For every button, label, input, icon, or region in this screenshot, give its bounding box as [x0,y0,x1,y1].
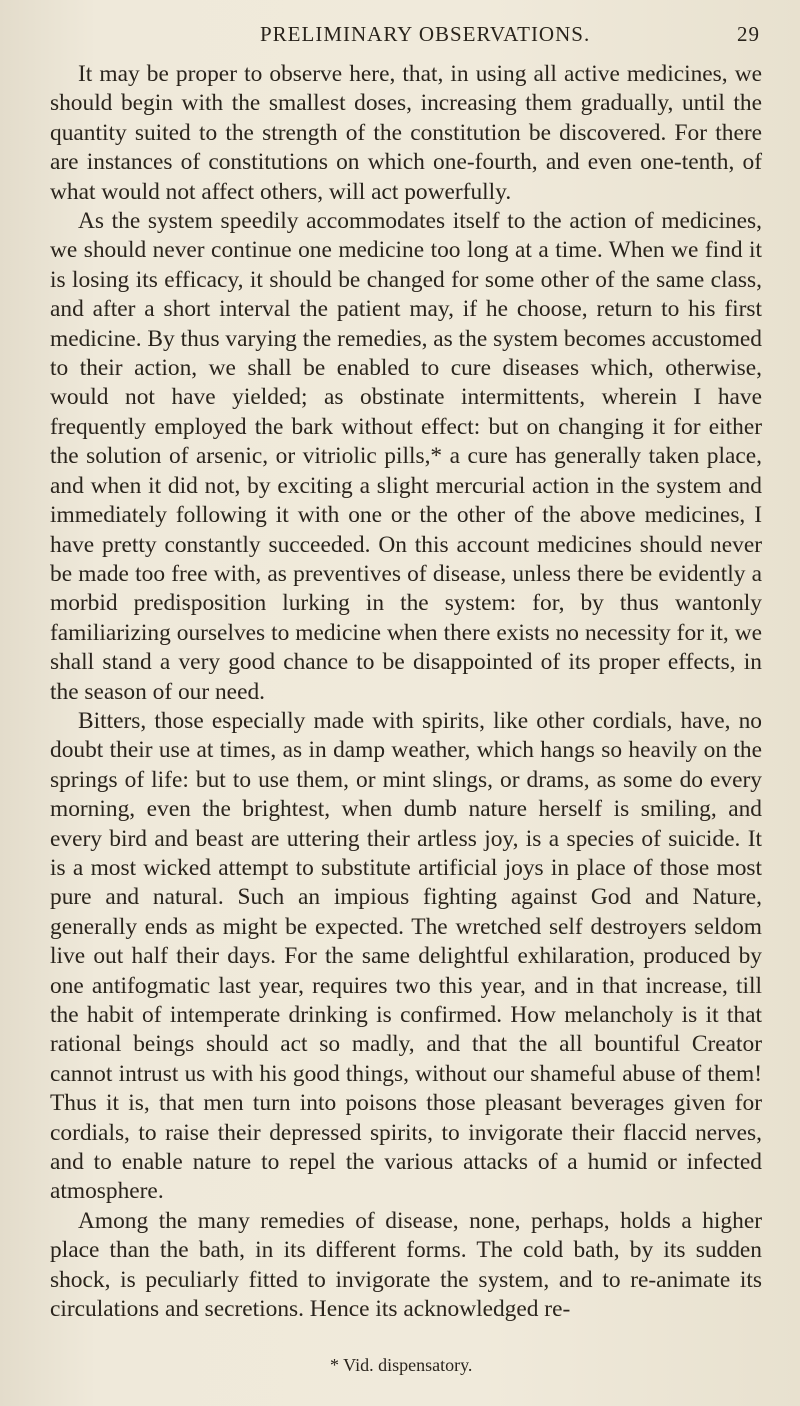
running-head: PRELIMINARY OBSERVATIONS. [260,22,591,46]
paragraph: It may be proper to observe here, that, in using all active medicines, we should begin with the smallest doses, increasing them gradually, until the quantity suited to the strength of the constitution be discovered. For there are instances of constitutions on which one-fourth, and even one-tenth, of what would not affect others, will act powerfully. [50,61,762,205]
paragraph: Among the many remedies of disease, none, perhaps, holds a higher place than the bath, in its different forms. The cold bath, by its sudden shock, is peculiarly fitted to invigorate the system, and to re-animate its circulations and secretions. Hence its acknowledged re- [50,1207,762,1323]
body-text [50,60,762,1324]
page-number: 29 [737,22,760,46]
footnote: * Vid. dispensatory. [330,1355,473,1375]
paragraph: As the system speedily accommodates itself to the action of medicines, we should never continue one medicine too long at a time. When we find it is losing its efficacy, it should be changed for some other of the same class, and after a short interval the patient may, if he choose, return to his first medicine. By thus varying the remedies, as the system becomes accustomed to their action, we shall be enabled to cure diseases which, otherwise, would not have yielded; as obstinate intermittents, wherein I have frequently employed the bark without effect: but on changing it for either the solution of arsenic, or vitriolic pills,* a cure has generally taken place, and when it did not, by exciting a slight mercurial action in the system and immediately following it with one or the other of the above medicines, I have pretty constantly succeeded. On this account medicines should never be made too free with, as preventives of disease, unless there be evidently a morbid predisposition lurking in the system: for, by thus wantonly familiarizing ourselves to medicine when there exists no necessity for it, we shall stand a very good chance to be disappointed of its proper effects, in the season of our need. [50,208,762,705]
page-header [60,22,760,52]
paragraph: Bitters, those especially made with spirits, like other cordials, have, no doubt their use at times, as in damp weather, which hangs so heavily on the springs of life: but to use them, or mint slings, or drams, as some do every morning, even the brightest, when dumb nature herself is smiling, and every bird and beast are uttering their artless joy, is a species of suicide. It is a most wicked attempt to substitute artificial joys in place of those most pure and natural. Such an impious fighting against God and Nature, generally ends as might be expected. The wretched self destroyers seldom live out half their days. For the same delightful exhilaration, produced by one antifogmatic last year, requires two this year, and in that increase, till the habit of intemperate drinking is confirmed. How melancholy is it that rational beings should act so madly, and that the all bountiful Creator cannot intrust us with his good things, without our shameful abuse of them! Thus it is, that men turn into poisons those pleasant beverages given for cordials, to raise their depressed spirits, to invigorate their flaccid nerves, and to enable nature to repel the various attacks of a humid or infected atmosphere. [50,707,762,1205]
